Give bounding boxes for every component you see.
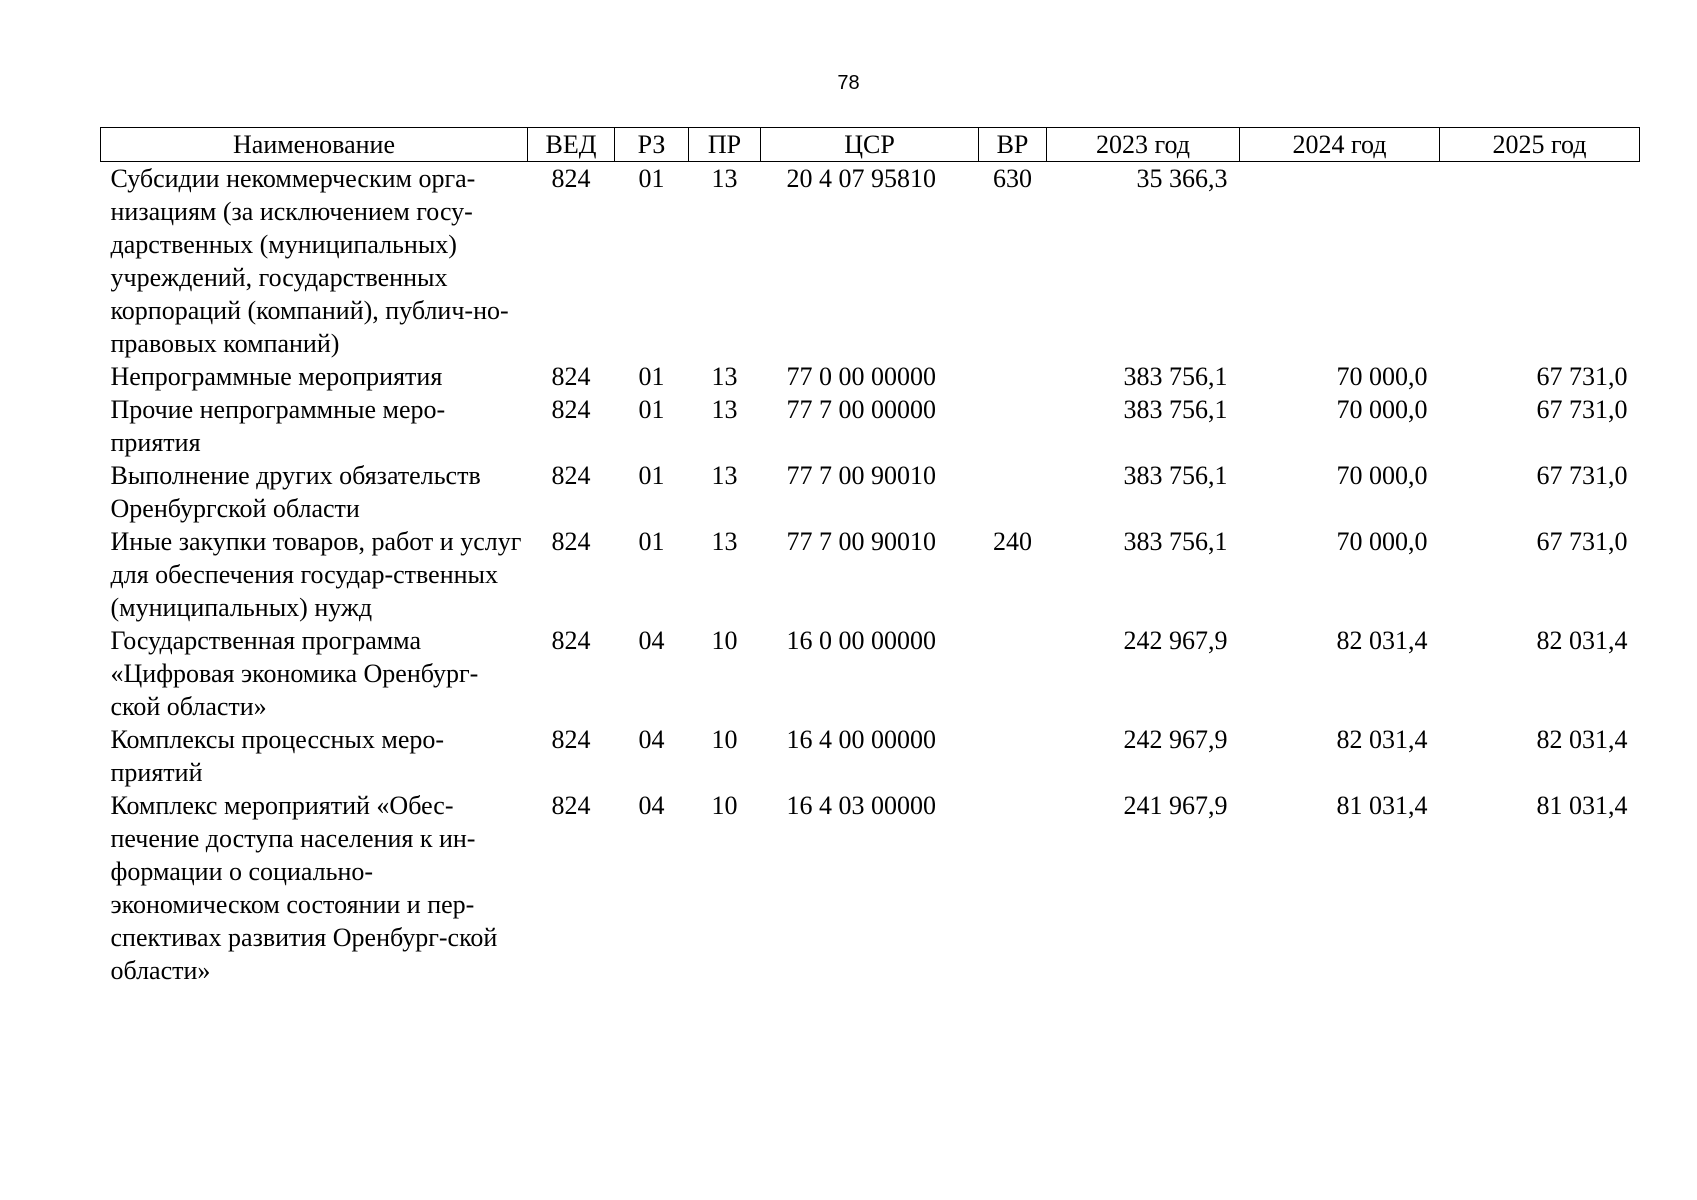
row-csr: 77 0 00 00000 xyxy=(786,362,936,391)
row-csr: 77 7 00 90010 xyxy=(786,527,936,556)
row-vr: 630 xyxy=(993,164,1032,193)
table-row xyxy=(101,789,1640,987)
row-2025: 67 731,0 xyxy=(1536,395,1628,424)
row-2024: 70 000,0 xyxy=(1336,362,1428,391)
row-2025 xyxy=(1440,162,1640,361)
row-name: Комплексы процессных меро-приятий xyxy=(110,725,445,787)
row-2025: 81 031,4 xyxy=(1536,791,1628,820)
row-rz: 04 xyxy=(638,725,665,754)
row-2024 xyxy=(1240,162,1440,361)
row-ved: 824 xyxy=(551,791,591,820)
header-pr: ПР xyxy=(689,128,761,162)
row-2024: 70 000,0 xyxy=(1336,527,1428,556)
table-row xyxy=(101,723,1640,789)
row-2025: 67 731,0 xyxy=(1536,461,1628,490)
header-rz: РЗ xyxy=(615,128,689,162)
row-rz: 04 xyxy=(638,791,665,820)
row-name: Субсидии некоммерческим орга-низациям (за исключением госу-дарственных (муниципальных) учреждений, государственных корпораций (компаний), публич-но-правовых компаний) xyxy=(110,164,509,358)
row-vr xyxy=(979,789,1047,987)
row-2023: 383 756,1 xyxy=(1123,395,1228,424)
row-2023: 35 366,3 xyxy=(1136,164,1228,193)
header-2023: 2023 год xyxy=(1047,128,1240,162)
row-pr: 10 xyxy=(711,725,738,754)
row-rz: 01 xyxy=(638,395,665,424)
table-row xyxy=(101,162,1640,361)
row-vr xyxy=(979,624,1047,723)
row-2024: 70 000,0 xyxy=(1336,395,1428,424)
row-rz: 01 xyxy=(638,461,665,490)
row-2024: 81 031,4 xyxy=(1336,791,1428,820)
row-pr: 13 xyxy=(711,362,738,391)
row-pr: 10 xyxy=(711,791,738,820)
row-ved: 824 xyxy=(551,626,591,655)
row-rz: 01 xyxy=(638,164,665,193)
row-ved: 824 xyxy=(551,725,591,754)
row-name: Выполнение других обязательств Оренбургской области xyxy=(110,461,481,523)
header-vr: ВР xyxy=(979,128,1047,162)
row-name: Прочие непрограммные меро-приятия xyxy=(110,395,446,457)
row-name: Иные закупки товаров, работ и услуг для обеспечения государ-ственных (муниципальных) нужд xyxy=(110,527,522,622)
row-2023: 241 967,9 xyxy=(1123,791,1228,820)
row-2024: 70 000,0 xyxy=(1336,461,1428,490)
row-vr xyxy=(979,360,1047,393)
row-2023: 383 756,1 xyxy=(1123,527,1228,556)
row-2023: 383 756,1 xyxy=(1123,461,1228,490)
row-ved: 824 xyxy=(551,362,591,391)
row-name: Непрограммные мероприятия xyxy=(110,362,443,391)
row-ved: 824 xyxy=(551,395,591,424)
row-2023: 242 967,9 xyxy=(1123,725,1228,754)
row-pr: 13 xyxy=(711,164,738,193)
header-2024: 2024 год xyxy=(1240,128,1440,162)
row-ved: 824 xyxy=(551,164,591,193)
row-pr: 13 xyxy=(711,395,738,424)
row-2025: 67 731,0 xyxy=(1536,362,1628,391)
row-vr xyxy=(979,459,1047,525)
row-ved: 824 xyxy=(551,461,591,490)
row-pr: 13 xyxy=(711,527,738,556)
row-csr: 16 4 00 00000 xyxy=(786,725,936,754)
row-rz: 01 xyxy=(638,527,665,556)
row-csr: 20 4 07 95810 xyxy=(786,164,936,193)
table-row xyxy=(101,459,1640,525)
row-vr: 240 xyxy=(993,527,1032,556)
row-rz: 04 xyxy=(638,626,665,655)
table-row xyxy=(101,525,1640,624)
row-name: Комплекс мероприятий «Обес-печение доступа населения к ин-формации о социально-экономическом состоянии и пер-спективах развития Оренбург-ской области» xyxy=(110,791,498,985)
row-vr xyxy=(979,393,1047,459)
row-csr: 77 7 00 90010 xyxy=(786,461,936,490)
row-2024: 82 031,4 xyxy=(1336,725,1428,754)
row-2025: 82 031,4 xyxy=(1536,626,1628,655)
row-csr: 16 4 03 00000 xyxy=(786,791,936,820)
row-2025: 67 731,0 xyxy=(1536,527,1628,556)
page-number: 78 xyxy=(837,72,860,94)
row-2025: 82 031,4 xyxy=(1536,725,1628,754)
row-2023: 383 756,1 xyxy=(1123,362,1228,391)
row-csr: 77 7 00 00000 xyxy=(786,395,936,424)
row-2023: 242 967,9 xyxy=(1123,626,1228,655)
budget-table xyxy=(100,127,1640,987)
table-row xyxy=(101,624,1640,723)
row-csr: 16 0 00 00000 xyxy=(786,626,936,655)
table-header-row xyxy=(101,128,1640,162)
row-rz: 01 xyxy=(638,362,665,391)
header-2025: 2025 год xyxy=(1440,128,1640,162)
header-csr: ЦСР xyxy=(761,128,979,162)
row-name: Государственная программа «Цифровая экономика Оренбург-ской области» xyxy=(110,626,479,721)
row-pr: 10 xyxy=(711,626,738,655)
row-pr: 13 xyxy=(711,461,738,490)
table-row xyxy=(101,360,1640,393)
header-name: Наименование xyxy=(101,128,528,162)
row-ved: 824 xyxy=(551,527,591,556)
row-2024: 82 031,4 xyxy=(1336,626,1428,655)
header-ved: ВЕД xyxy=(528,128,615,162)
table-row xyxy=(101,393,1640,459)
row-vr xyxy=(979,723,1047,789)
